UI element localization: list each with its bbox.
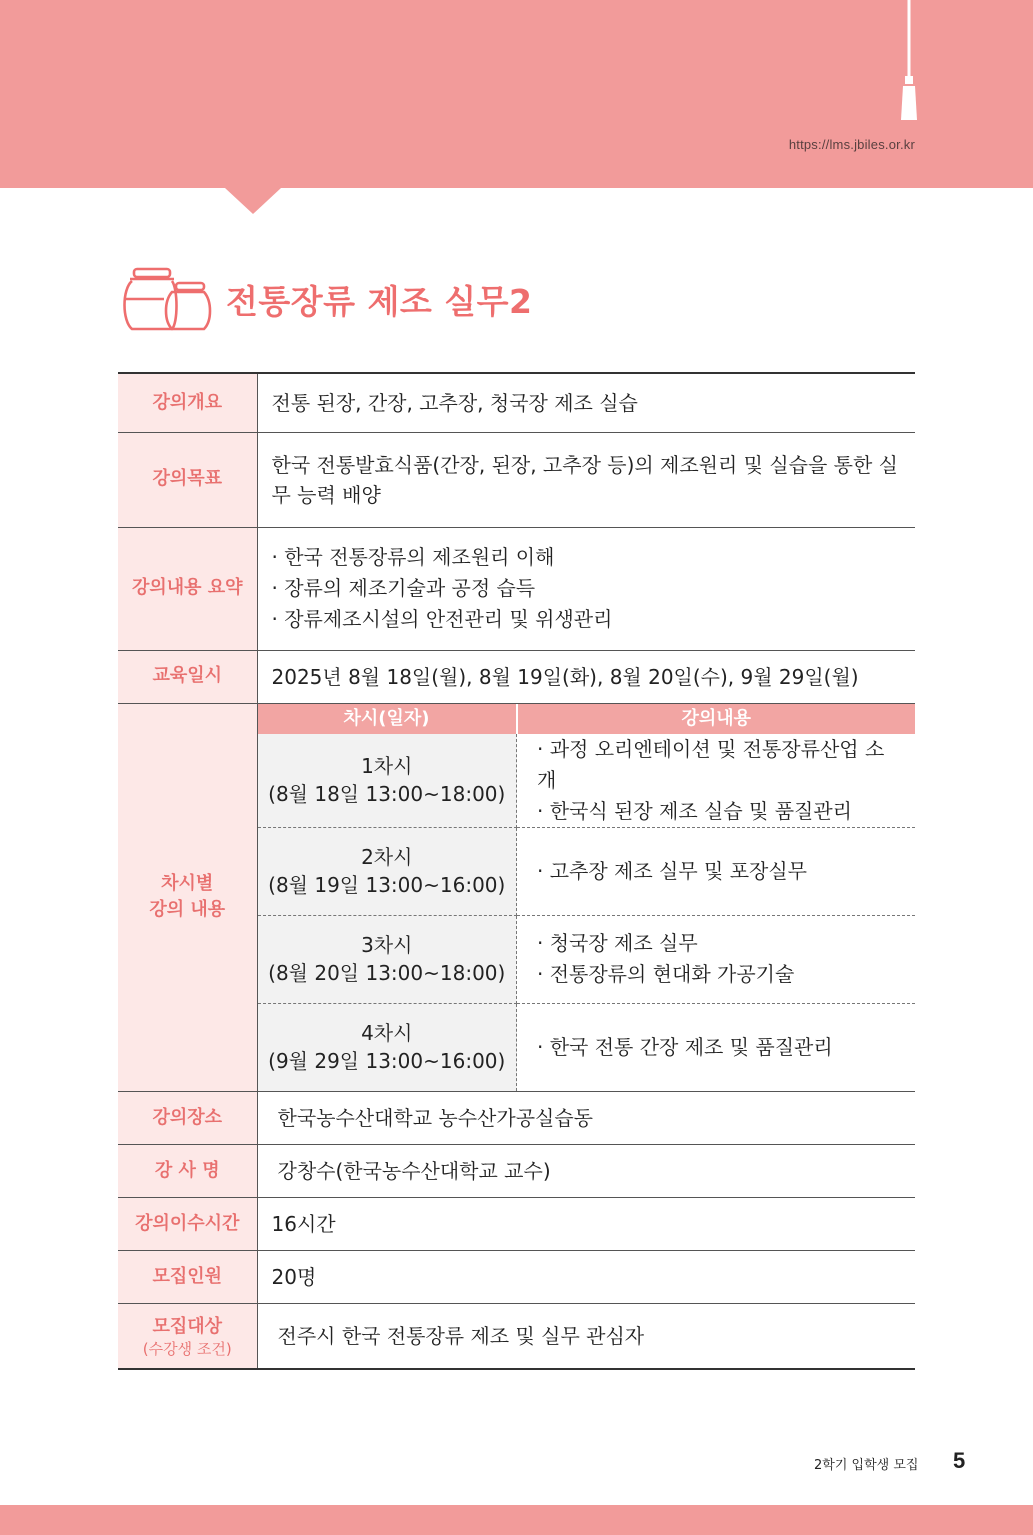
label-instructor: 강 사 명 — [118, 1145, 257, 1198]
session-content-item: · 고추장 제조 실무 및 포장실무 — [537, 856, 895, 887]
session-row — [258, 915, 916, 1003]
session-row — [258, 734, 916, 828]
label-target — [118, 1304, 257, 1369]
label-target-main: 모집대상 — [152, 1315, 223, 1337]
section-title — [120, 265, 532, 333]
row-summary — [118, 527, 915, 650]
session-content-item: · 한국 전통 간장 제조 및 품질관리 — [537, 1032, 895, 1063]
session-when — [258, 915, 517, 1003]
label-schedule-dates: 교육일시 — [118, 650, 257, 703]
session-content-item: · 청국장 제조 실무 — [537, 928, 895, 959]
value-instructor: 강창수(한국농수산대학교 교수) — [257, 1145, 915, 1198]
summary-item: · 장류의 제조기술과 공정 습득 — [272, 573, 902, 604]
label-target-sub: (수강생 조건) — [142, 1339, 232, 1358]
summary-item: · 장류제조시설의 안전관리 및 위생관리 — [272, 604, 902, 635]
label-summary: 강의내용 요약 — [118, 527, 257, 650]
value-capacity: 20명 — [257, 1251, 915, 1304]
session-content-item: · 과정 오리엔테이션 및 전통장류산업 소개 — [537, 734, 895, 796]
header-band — [0, 0, 1033, 188]
sessions-table — [258, 704, 916, 1092]
label-sessions — [118, 703, 257, 1092]
tassel-icon — [897, 0, 921, 125]
session-name: 3차시 — [361, 933, 413, 957]
value-target: 전주시 한국 전통장류 제조 및 실무 관심자 — [257, 1304, 915, 1369]
session-when — [258, 827, 517, 915]
summary-list — [272, 542, 902, 635]
value-location: 한국농수산대학교 농수산가공실습동 — [257, 1092, 915, 1145]
session-date: (8월 20일 13:00~18:00) — [268, 961, 506, 985]
label-capacity: 모집인원 — [118, 1251, 257, 1304]
page-number: 5 — [953, 1448, 966, 1473]
session-content — [517, 734, 916, 828]
summary-item: · 한국 전통장류의 제조원리 이해 — [272, 542, 902, 573]
row-sessions — [118, 703, 915, 1092]
row-capacity — [118, 1251, 915, 1304]
label-overview: 강의개요 — [118, 373, 257, 432]
jar-icon — [120, 265, 212, 333]
label-sessions-line2: 강의 내용 — [149, 899, 226, 921]
page-title: 전통장류 제조 실무2 — [226, 281, 533, 321]
session-content — [517, 915, 916, 1003]
col-content-header: 강의내용 — [517, 704, 916, 734]
session-content — [517, 1003, 916, 1091]
value-schedule-dates: 2025년 8월 18일(월), 8월 19일(화), 8월 20일(수), 9월 29일(월) — [257, 650, 915, 703]
label-location: 강의장소 — [118, 1092, 257, 1145]
row-instructor — [118, 1145, 915, 1198]
session-name: 2차시 — [361, 845, 413, 869]
footer-band — [0, 1505, 1033, 1535]
row-schedule-dates — [118, 650, 915, 703]
footer-text: 2학기 입학생 모집 — [814, 1458, 919, 1473]
session-row — [258, 1003, 916, 1091]
session-date: (8월 18일 13:00~18:00) — [268, 782, 506, 806]
course-info-table — [118, 372, 915, 1370]
session-date: (9월 29일 13:00~16:00) — [268, 1049, 506, 1074]
value-overview: 전통 된장, 간장, 고추장, 청국장 제조 실습 — [257, 373, 915, 432]
row-target — [118, 1304, 915, 1369]
sessions-cell — [257, 703, 915, 1092]
col-session-header: 차시(일자) — [258, 704, 517, 734]
session-row — [258, 827, 916, 915]
value-goal: 한국 전통발효식품(간장, 된장, 고추장 등)의 제조원리 및 실습을 통한 실무 능력 배양 — [257, 432, 915, 527]
header-notch — [225, 188, 281, 214]
session-content-item: · 한국식 된장 제조 실습 및 품질관리 — [537, 796, 895, 827]
session-content-item: · 전통장류의 현대화 가공기술 — [537, 959, 895, 990]
row-hours — [118, 1198, 915, 1251]
row-location — [118, 1092, 915, 1145]
session-content — [517, 827, 916, 915]
value-hours: 16시간 — [257, 1198, 915, 1251]
row-goal — [118, 432, 915, 527]
row-overview — [118, 373, 915, 432]
session-when — [258, 1003, 517, 1091]
label-hours: 강의이수시간 — [118, 1198, 257, 1251]
value-summary — [257, 527, 915, 650]
session-name: 4차시 — [361, 1021, 413, 1046]
header-url[interactable]: https://lms.jbiles.or.kr — [788, 137, 915, 152]
session-when — [258, 734, 517, 828]
session-name: 1차시 — [361, 754, 413, 778]
label-sessions-line1: 차시별 — [161, 873, 214, 895]
session-date: (8월 19일 13:00~16:00) — [268, 873, 506, 897]
label-goal: 강의목표 — [118, 432, 257, 527]
